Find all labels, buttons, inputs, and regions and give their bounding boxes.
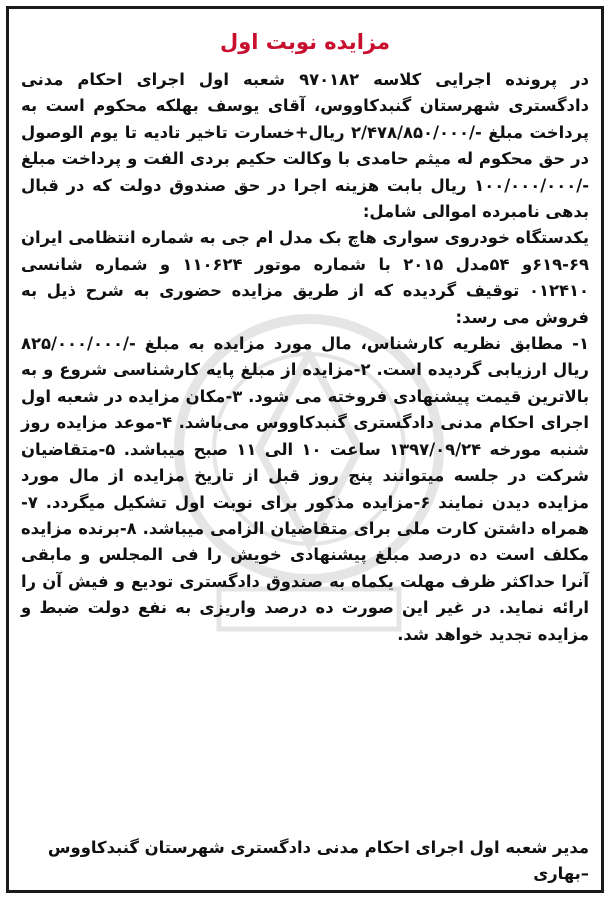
notice-frame <box>6 6 604 893</box>
notice-paragraph: در پرونده اجرایی کلاسه ۹۷۰۱۸۲ شعبه اول اجرای احکام مدنی دادگستری شهرستان گنبدکاووس، آقای یوسف بهلکه محکوم است به پرداخت مبلغ -/۲/۴۷۸/۸۵۰/۰۰۰ ریال+خسارت تاخیر تادیه تا یوم الوصول در حق محکوم له میثم حامدی با وکالت حکیم بردی الفت و پرداخت مبلغ -/۱۰۰/۰۰۰/۰۰۰ ریال بابت هزینه اجرا در حق صندوق دولت که در قبال بدهی نامبرده اموالی شامل: <box>21 70 590 222</box>
notice-paragraph: یکدستگاه خودروی سواری هاچ بک مدل ام جی به شماره انتظامی ایران ۶۹-۶۱۹و ۵۴مدل ۲۰۱۵ با شماره موتور ۱۱۰۶۲۴ و شماره شانسی ۰۱۲۴۱۰ توقیف گردیده که از طریق مزایده حضوری به شرح ذیل به فروش می رسد: <box>21 228 589 327</box>
notice-title: مزایده نوبت اول <box>220 30 390 54</box>
signature-block <box>21 835 589 888</box>
signature-name: –بهاری <box>533 864 589 884</box>
signature-title: مدیر شعبه اول اجرای احکام مدنی دادگستری شهرستان گنبدکاووس <box>47 838 589 857</box>
notice-paragraph: ۱- مطابق نظریه کارشناس، مال مورد مزایده به مبلغ -/۸۲۵/۰۰۰/۰۰۰ ریال ارزیابی گردیده است. ۲-مزایده از مبلغ پایه کارشناسی شروع و به بالاترین قیمت پیشنهادی فروخته می شود. ۳-مکان مزایده در شعبه اول اجرای احکام مدنی دادگستری گنبدکاووس می‌باشد. ۴-موعد مزایده روز شنبه مورخه ۱۳۹۷/۰۹/۲۴ ساعت ۱۰ الی ۱۱ صبح میباشد. ۵-متقاضیان شرکت در جلسه میتوانند پنج روز قبل از تاریخ مزایده از مال مورد مزایده دیدن نمایند ۶-مزایده مذکور برای نوبت اول تشکیل میگردد. ۷-همراه داشتن کارت ملی برای متقاضیان الزامی میباشد. ۸-برنده مزایده مکلف است ده درصد مبلغ پیشنهادی خویش را فی المجلس و مابقی آنرا حداکثر ظرف مهلت یکماه به صندوق دادگستری تودیع و فیش آن را ارائه نماید. در غیر این صورت ده درصد واریزی به نفع دولت ضبط و مزایده تجدید خواهد شد. <box>21 334 590 644</box>
notice-body <box>21 67 589 648</box>
